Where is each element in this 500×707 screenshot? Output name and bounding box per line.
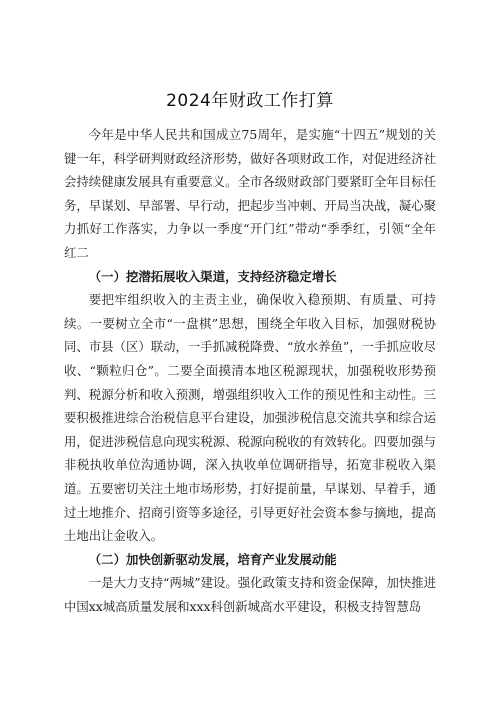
document-body [64, 123, 436, 618]
section-heading-1: （一）挖潜拓展收入渠道，支持经济稳定增长 [88, 268, 337, 284]
document-title: 2024年财政工作打算 [166, 91, 334, 111]
section-1-paragraph: 要把牢组织收入的主责主业，确保收入稳预期、有质量、可持续。一要树立全市“一盘棋”思想，围绕全年收入目标，加强财税协同、市县（区）联动，一手抓减税降费、“放水养鱼”，一手抓应收尽收、“颗粒归仓”。二要全面摸清本地区税源现状，加强税收形势预判、税源分析和收入预测，增强组织收入工作的预见性和主动性。三要积极推进综合治税信息平台建设，加强涉税信息交流共享和综合运用，促进涉税信息向现实税源、税源向税收的有效转化。四要加强与非税执收单位沟通协调，深入执收单位调研指导，拓宽非税收入渠道。五要密切关注土地市场形势，打好提前量，早谋划、早着手，通过土地推介、招商引资等多途径，引导更好社会资本参与摘地，提高土地出让金收入。 [64, 292, 436, 544]
section-heading-2: （二）加快创新驱动发展，培育产业发展动能 [88, 551, 337, 567]
intro-paragraph: 今年是中华人民共和国成立75周年，是实施“十四五”规划的关键一年，科学研判财政经济形势，做好各项财政工作，对促进经济社会持续健康发展具有重要意义。全市各级财政部门要紧盯全年目标任务，早谋划、早部署、早行动，把起步当冲刺、开局当决战，凝心聚力抓好工作落实，力争以一季度“开门红”带动“季季红，引领“全年红二 [64, 127, 436, 260]
section-2-paragraph: 一是大力支持“两城”建设。强化政策支持和资金保障，加快推进中国xx城高质量发展和xxx科创新城高水平建设，积极支持智慧岛 [64, 575, 437, 614]
